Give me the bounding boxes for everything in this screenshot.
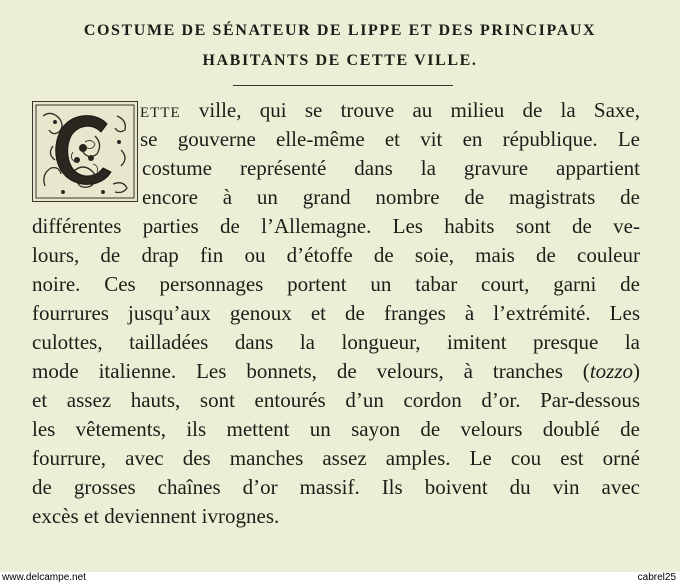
text-line-10 (32, 358, 640, 384)
heading-line-2: HABITANTS DE CETTE VILLE. (202, 52, 478, 69)
line10-text-a: mode italienne. Les bonnets, de velours, à tranches ( (32, 359, 590, 383)
line1-text: ville, qui se trouve au milieu de la Saxe, (180, 98, 640, 122)
text-line-7: noire. Ces personnages portent un tabar court, garni de (32, 272, 640, 296)
text-line-6: lours, de drap fin ou d’étoffe de soie, mais de couleur (32, 243, 640, 267)
line10-text-b: ) (633, 359, 640, 383)
footer-source-link[interactable]: www.delcampe.net (2, 572, 86, 583)
text-line-15: excès et deviennent ivrognes. (32, 504, 280, 528)
text-line-2: se gouverne elle-même et vit en république. Le (140, 127, 640, 151)
text-line-13: fourrure, avec des manches assez amples. Le cou est orné (32, 446, 640, 470)
text-line-5: différentes parties de l’Allemagne. Les habits sont de ve- (32, 214, 640, 238)
text-line-9: culottes, tailladées dans la longueur, imitent presque la (32, 330, 640, 354)
text-line-14: de grosses chaînes d’or massif. Ils boivent du vin avec (32, 475, 640, 499)
text-line-1 (140, 97, 640, 123)
footer-seller-name: cabrel25 (637, 572, 676, 583)
text-line-4: encore à un grand nombre de magistrats de (142, 185, 640, 209)
ornament-icon (33, 102, 137, 201)
text-line-3: costume représenté dans la gravure appartient (142, 156, 640, 180)
heading-line-1: COSTUME DE SÉNATEUR DE LIPPE ET DES PRINCIPAUX (83, 22, 597, 39)
text-line-12: les vêtements, ils mettent un sayon de velours doublé de (32, 417, 640, 441)
smallcaps-word: ette (140, 98, 181, 122)
text-line-8: fourrures jusqu’aux genoux et de franges à l’extrémité. Les (32, 301, 640, 325)
italic-term: tozzo (589, 359, 633, 383)
decorated-initial (32, 101, 138, 202)
heading-rule (233, 85, 453, 86)
text-line-11: et assez hauts, sont entourés d’un cordon d’or. Par-dessous (32, 388, 640, 412)
